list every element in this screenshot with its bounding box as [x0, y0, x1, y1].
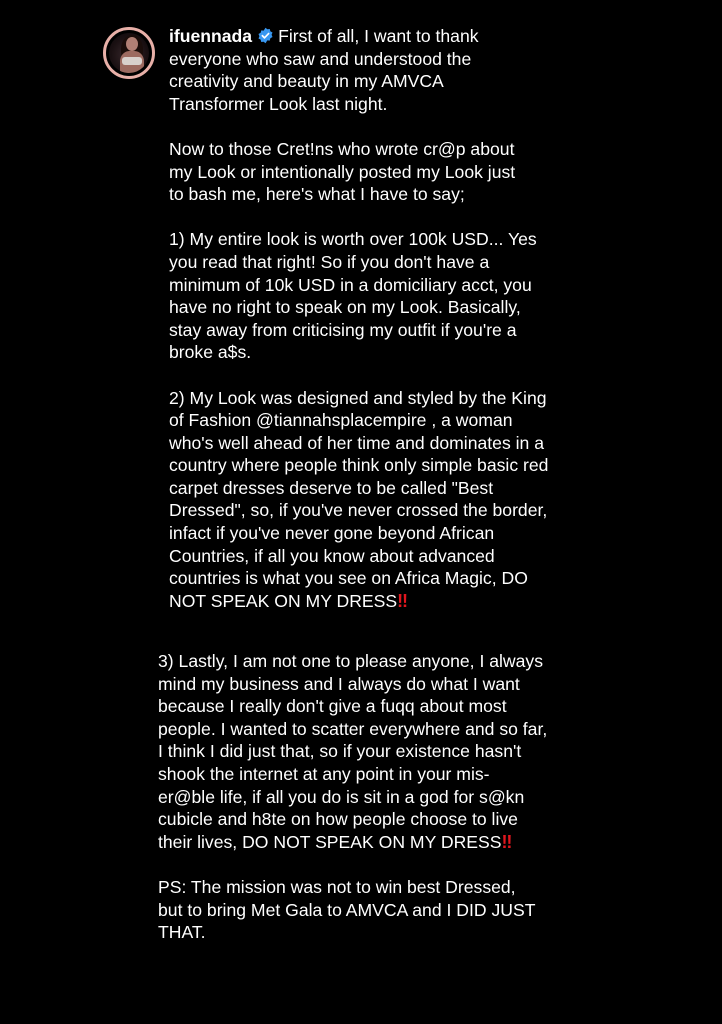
- caption-point-1-text: 1) My entire look is worth over 100k USD... Yes you read that right! So if you don't have a minimum of 10k USD in a domiciliary acct, you have no right to speak on my Look. Basically, stay away from criticising my outfit if you're a broke a$s.: [169, 229, 537, 363]
- caption-point-3: [158, 650, 550, 853]
- caption-point-1: [169, 228, 539, 364]
- double-exclamation-icon: ‼: [501, 831, 510, 852]
- avatar-photo: [109, 33, 149, 73]
- username-link[interactable]: ifuennada: [169, 26, 253, 46]
- caption-paragraph-text: Now to those Cret!ns who wrote cr@p about my Look or intentionally posted my Look just to bash me, here's what I have to say;: [169, 138, 516, 205]
- caption-paragraph: [169, 138, 534, 206]
- caption-continued: [158, 650, 698, 966]
- verified-badge-icon: [257, 27, 274, 44]
- avatar-head: [126, 37, 138, 51]
- caption-intro-text: First of all, I want to thank everyone who saw and understood the creativity and beauty in my AMVCA Transformer Look last night.: [169, 26, 479, 114]
- double-exclamation-icon: ‼: [397, 590, 406, 611]
- caption-ps-text: PS: The mission was not to win best Dressed, but to bring Met Gala to AMVCA and I DID JUST THAT.: [158, 876, 536, 943]
- caption-point-2: [169, 387, 554, 613]
- caption: [169, 25, 709, 635]
- caption-point-3-text: 3) Lastly, I am not one to please anyone, I always mind my business and I always do what I want because I really don't give a fuqq about most people. I wanted to scatter everywhere and so far, I think I did just that, so if your existence hasn't shook the internet at any point in your mis- er@ble life, if all you do is sit in a god for s@kn cubicle and h8te on how people choose to live their lives, DO NOT SPEAK ON MY DRESS: [158, 651, 548, 852]
- caption-ps: [158, 876, 543, 944]
- caption-point-2-text: 2) My Look was designed and styled by the King of Fashion @tiannahsplacempire , a woman who's well ahead of her time and dominates in a country where people think only simple basic red carpet dresses deserve to be called "Best Dressed", so, if you've never crossed the border, infact if you've never gone beyond African Countries, if all you know about advanced countries is what you see on Africa Magic, DO NOT SPEAK ON MY DRESS: [169, 387, 549, 611]
- avatar-top: [122, 57, 142, 65]
- caption-intro: [169, 25, 504, 115]
- avatar[interactable]: [103, 27, 155, 79]
